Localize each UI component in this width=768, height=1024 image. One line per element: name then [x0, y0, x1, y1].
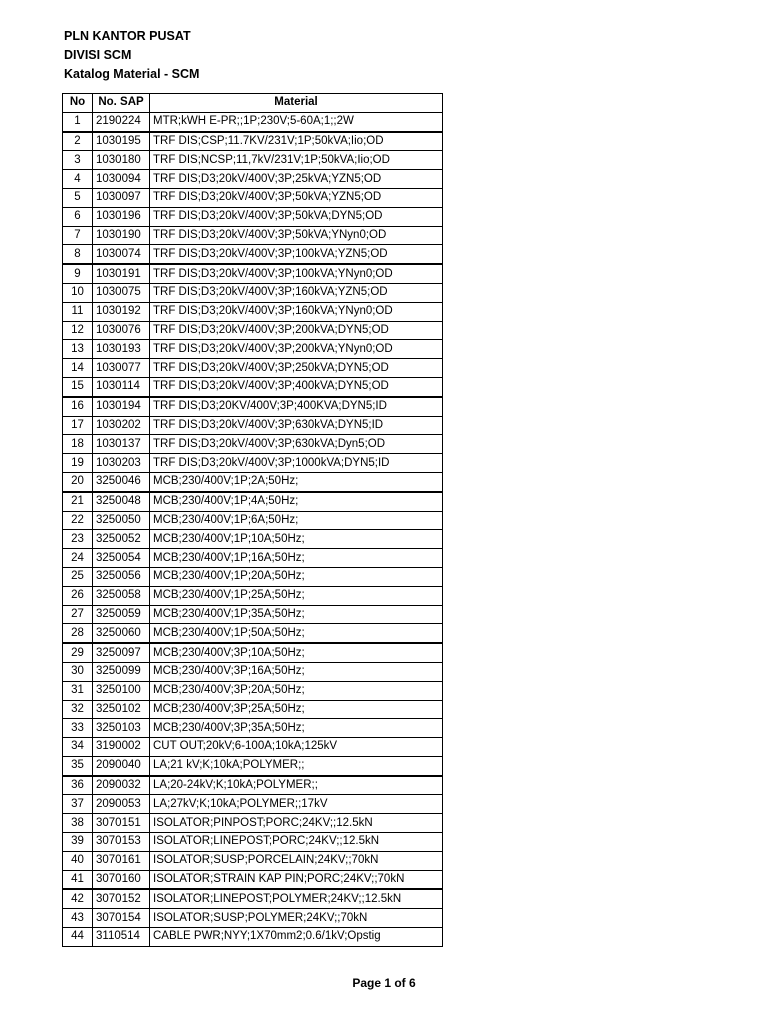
sap-number: 3250103: [93, 719, 150, 738]
material-description: ISOLATOR;SUSP;POLYMER;24KV;;70kN: [150, 909, 443, 928]
sap-number: 3070154: [93, 909, 150, 928]
sap-number: 3250102: [93, 700, 150, 719]
table-row: [63, 776, 443, 795]
row-number: 25: [63, 567, 93, 586]
table-row: [63, 833, 443, 852]
sap-number: 3250100: [93, 681, 150, 700]
row-number: 40: [63, 851, 93, 870]
row-number: 7: [63, 226, 93, 245]
row-number: 2: [63, 132, 93, 151]
material-description: TRF DIS;D3;20KV/400V;3P;400KVA;DYN5;ID: [150, 397, 443, 416]
sap-number: 1030192: [93, 302, 150, 321]
row-number: 44: [63, 928, 93, 947]
material-description: TRF DIS;D3;20kV/400V;3P;1000kVA;DYN5;ID: [150, 454, 443, 473]
material-description: MCB;230/400V;1P;6A;50Hz;: [150, 511, 443, 530]
row-number: 1: [63, 112, 93, 131]
sap-number: 3070153: [93, 833, 150, 852]
table-row: [63, 738, 443, 757]
document-header: [64, 27, 199, 84]
row-number: 33: [63, 719, 93, 738]
table-row: [63, 700, 443, 719]
sap-number: 1030203: [93, 454, 150, 473]
row-number: 28: [63, 624, 93, 643]
row-number: 6: [63, 207, 93, 226]
sap-number: 3250048: [93, 492, 150, 511]
table-row: [63, 112, 443, 131]
table-row: [63, 624, 443, 643]
sap-number: 1030190: [93, 226, 150, 245]
material-description: MCB;230/400V;1P;10A;50Hz;: [150, 530, 443, 549]
table-row: [63, 226, 443, 245]
material-description: MCB;230/400V;1P;35A;50Hz;: [150, 605, 443, 624]
material-description: MCB;230/400V;3P;16A;50Hz;: [150, 662, 443, 681]
row-number: 5: [63, 188, 93, 207]
table-row: [63, 795, 443, 814]
table-row: [63, 511, 443, 530]
sap-number: 1030137: [93, 435, 150, 454]
row-number: 39: [63, 833, 93, 852]
row-number: 30: [63, 662, 93, 681]
material-description: LA;20-24kV;K;10kA;POLYMER;;: [150, 776, 443, 795]
table-row: [63, 283, 443, 302]
row-number: 17: [63, 416, 93, 435]
row-number: 36: [63, 776, 93, 795]
table-row: [63, 549, 443, 568]
material-description: TRF DIS;D3;20kV/400V;3P;25kVA;YZN5;OD: [150, 170, 443, 189]
row-number: 19: [63, 454, 93, 473]
sap-number: 3070161: [93, 851, 150, 870]
table-row: [63, 377, 443, 396]
table-row: [63, 302, 443, 321]
material-description: LA;21 kV;K;10kA;POLYMER;;: [150, 756, 443, 775]
sap-number: 1030114: [93, 377, 150, 396]
table-row: [63, 264, 443, 283]
material-description: MTR;kWH E-PR;;1P;230V;5-60A;1;;2W: [150, 112, 443, 131]
table-row: [63, 170, 443, 189]
sap-number: 1030076: [93, 321, 150, 340]
material-description: TRF DIS;D3;20kV/400V;3P;400kVA;DYN5;OD: [150, 377, 443, 396]
sap-number: 3250054: [93, 549, 150, 568]
material-description: CUT OUT;20kV;6-100A;10kA;125kV: [150, 738, 443, 757]
sap-number: 3250099: [93, 662, 150, 681]
sap-number: 2090053: [93, 795, 150, 814]
sap-number: 1030180: [93, 151, 150, 170]
table-row: [63, 719, 443, 738]
material-description: MCB;230/400V;1P;25A;50Hz;: [150, 586, 443, 605]
column-header-no: No: [63, 94, 93, 113]
material-description: TRF DIS;D3;20kV/400V;3P;100kVA;YNyn0;OD: [150, 264, 443, 283]
row-number: 9: [63, 264, 93, 283]
table-row: [63, 151, 443, 170]
catalog-title: Katalog Material - SCM: [64, 67, 200, 81]
column-header-sap: No. SAP: [93, 94, 150, 113]
row-number: 10: [63, 283, 93, 302]
sap-number: 1030097: [93, 188, 150, 207]
row-number: 24: [63, 549, 93, 568]
table-row: [63, 889, 443, 908]
table-row: [63, 814, 443, 833]
table-row: [63, 397, 443, 416]
material-description: ISOLATOR;LINEPOST;PORC;24KV;;12.5kN: [150, 833, 443, 852]
material-description: MCB;230/400V;1P;2A;50Hz;: [150, 472, 443, 491]
row-number: 31: [63, 681, 93, 700]
sap-number: 3110514: [93, 928, 150, 947]
material-description: MCB;230/400V;3P;10A;50Hz;: [150, 643, 443, 662]
sap-number: 1030194: [93, 397, 150, 416]
material-description: ISOLATOR;PINPOST;PORC;24KV;;12.5kN: [150, 814, 443, 833]
row-number: 37: [63, 795, 93, 814]
table-row: [63, 188, 443, 207]
material-description: TRF DIS;D3;20kV/400V;3P;160kVA;YZN5;OD: [150, 283, 443, 302]
division-name: DIVISI SCM: [64, 48, 132, 62]
row-number: 26: [63, 586, 93, 605]
sap-number: 3070151: [93, 814, 150, 833]
table-row: [63, 207, 443, 226]
material-description: ISOLATOR;STRAIN KAP PIN;PORC;24KV;;70kN: [150, 870, 443, 889]
row-number: 27: [63, 605, 93, 624]
row-number: 18: [63, 435, 93, 454]
row-number: 20: [63, 472, 93, 491]
material-description: TRF DIS;D3;20kV/400V;3P;200kVA;DYN5;OD: [150, 321, 443, 340]
material-description: CABLE PWR;NYY;1X70mm2;0.6/1kV;Opstig: [150, 928, 443, 947]
material-description: MCB;230/400V;3P;20A;50Hz;: [150, 681, 443, 700]
row-number: 3: [63, 151, 93, 170]
row-number: 35: [63, 756, 93, 775]
table-row: [63, 132, 443, 151]
table-header-row: [63, 94, 443, 113]
row-number: 29: [63, 643, 93, 662]
material-description: LA;27kV;K;10kA;POLYMER;;17kV: [150, 795, 443, 814]
material-description: TRF DIS;D3;20kV/400V;3P;630kVA;Dyn5;OD: [150, 435, 443, 454]
table-row: [63, 756, 443, 775]
row-number: 4: [63, 170, 93, 189]
material-description: MCB;230/400V;1P;4A;50Hz;: [150, 492, 443, 511]
sap-number: 3250050: [93, 511, 150, 530]
material-description: TRF DIS;D3;20kV/400V;3P;200kVA;YNyn0;OD: [150, 340, 443, 359]
table-row: [63, 662, 443, 681]
table-row: [63, 454, 443, 473]
sap-number: 3250060: [93, 624, 150, 643]
sap-number: 3070160: [93, 870, 150, 889]
sap-number: 1030196: [93, 207, 150, 226]
sap-number: 3250046: [93, 472, 150, 491]
sap-number: 1030075: [93, 283, 150, 302]
sap-number: 3250058: [93, 586, 150, 605]
row-number: 8: [63, 245, 93, 264]
sap-number: 2090032: [93, 776, 150, 795]
row-number: 34: [63, 738, 93, 757]
sap-number: 1030191: [93, 264, 150, 283]
table-row: [63, 435, 443, 454]
row-number: 16: [63, 397, 93, 416]
table-row: [63, 928, 443, 947]
table-row: [63, 567, 443, 586]
sap-number: 1030074: [93, 245, 150, 264]
sap-number: 3250052: [93, 530, 150, 549]
row-number: 12: [63, 321, 93, 340]
row-number: 32: [63, 700, 93, 719]
material-description: TRF DIS;D3;20kV/400V;3P;50kVA;YNyn0;OD: [150, 226, 443, 245]
material-description: MCB;230/400V;1P;50A;50Hz;: [150, 624, 443, 643]
row-number: 43: [63, 909, 93, 928]
table-row: [63, 605, 443, 624]
table-row: [63, 359, 443, 378]
table-row: [63, 870, 443, 889]
material-description: ISOLATOR;LINEPOST;POLYMER;24KV;;12.5kN: [150, 889, 443, 908]
sap-number: 1030202: [93, 416, 150, 435]
row-number: 38: [63, 814, 93, 833]
table-row: [63, 851, 443, 870]
table-row: [63, 416, 443, 435]
material-description: TRF DIS;D3;20kV/400V;3P;630kVA;DYN5;ID: [150, 416, 443, 435]
sap-number: 2190224: [93, 112, 150, 131]
material-description: MCB;230/400V;1P;20A;50Hz;: [150, 567, 443, 586]
table-row: [63, 245, 443, 264]
sap-number: 2090040: [93, 756, 150, 775]
sap-number: 3190002: [93, 738, 150, 757]
sap-number: 1030193: [93, 340, 150, 359]
table-row: [63, 530, 443, 549]
sap-number: 3250097: [93, 643, 150, 662]
row-number: 42: [63, 889, 93, 908]
material-description: TRF DIS;D3;20kV/400V;3P;250kVA;DYN5;OD: [150, 359, 443, 378]
material-description: TRF DIS;CSP;11.7KV/231V;1P;50kVA;Iio;OD: [150, 132, 443, 151]
material-description: TRF DIS;D3;20kV/400V;3P;160kVA;YNyn0;OD: [150, 302, 443, 321]
material-catalog-table: [62, 93, 443, 947]
row-number: 15: [63, 377, 93, 396]
material-description: ISOLATOR;SUSP;PORCELAIN;24KV;;70kN: [150, 851, 443, 870]
table-row: [63, 321, 443, 340]
row-number: 23: [63, 530, 93, 549]
row-number: 22: [63, 511, 93, 530]
material-description: TRF DIS;D3;20kV/400V;3P;50kVA;YZN5;OD: [150, 188, 443, 207]
org-name: PLN KANTOR PUSAT: [64, 29, 191, 43]
row-number: 11: [63, 302, 93, 321]
material-description: TRF DIS;D3;20kV/400V;3P;100kVA;YZN5;OD: [150, 245, 443, 264]
material-description: TRF DIS;D3;20kV/400V;3P;50kVA;DYN5;OD: [150, 207, 443, 226]
table-row: [63, 681, 443, 700]
row-number: 13: [63, 340, 93, 359]
table-row: [63, 472, 443, 491]
row-number: 14: [63, 359, 93, 378]
table-row: [63, 492, 443, 511]
table-row: [63, 909, 443, 928]
row-number: 41: [63, 870, 93, 889]
sap-number: 1030077: [93, 359, 150, 378]
table-row: [63, 643, 443, 662]
material-description: MCB;230/400V;3P;25A;50Hz;: [150, 700, 443, 719]
column-header-material: Material: [150, 94, 443, 113]
table-row: [63, 586, 443, 605]
sap-number: 3250059: [93, 605, 150, 624]
table-row: [63, 340, 443, 359]
sap-number: 3250056: [93, 567, 150, 586]
sap-number: 1030195: [93, 132, 150, 151]
material-description: MCB;230/400V;3P;35A;50Hz;: [150, 719, 443, 738]
page-number: Page 1 of 6: [352, 976, 416, 990]
material-description: MCB;230/400V;1P;16A;50Hz;: [150, 549, 443, 568]
sap-number: 3070152: [93, 889, 150, 908]
material-description: TRF DIS;NCSP;11,7kV/231V;1P;50kVA;Iio;OD: [150, 151, 443, 170]
row-number: 21: [63, 492, 93, 511]
sap-number: 1030094: [93, 170, 150, 189]
table-body: [63, 112, 443, 946]
